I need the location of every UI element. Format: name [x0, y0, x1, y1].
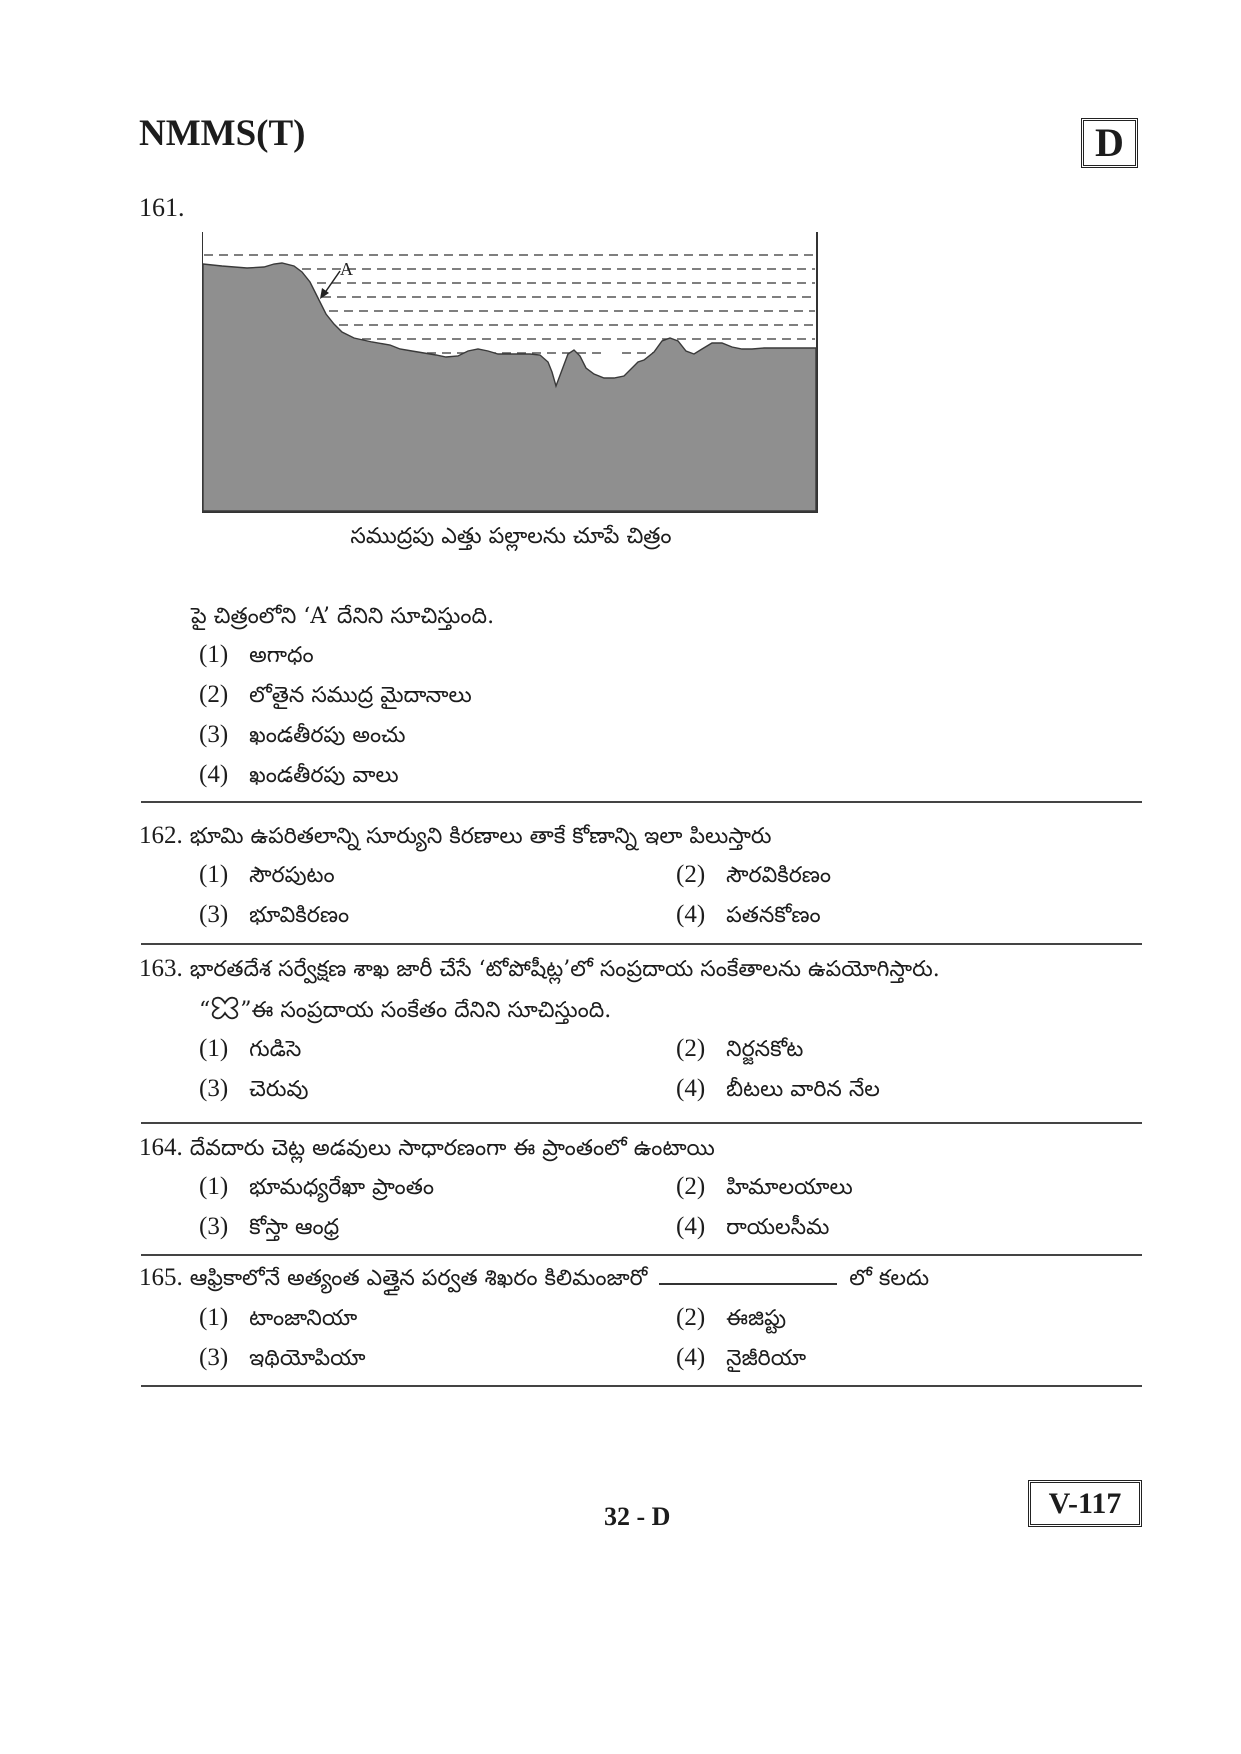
q165-option-4[interactable]	[676, 1344, 806, 1376]
question-162-stem	[139, 822, 772, 854]
question-number-165: 165.	[139, 1264, 183, 1291]
question-161-stem: పై చిత్రంలోని ‘A’ దేనిని సూచిస్తుంది.	[191, 604, 495, 629]
option-text: ఈజిప్టు	[726, 1306, 787, 1331]
ocean-floor-relief-figure	[202, 228, 818, 514]
option-text: నిర్జనకోట	[726, 1037, 804, 1062]
option-number: (3)	[199, 1344, 229, 1371]
option-number: (1)	[199, 861, 229, 888]
option-text: లోతైన సముద్ర మైదానాలు	[249, 683, 472, 708]
open-quote: “	[199, 998, 211, 1023]
option-number: (2)	[676, 1035, 706, 1062]
option-number: (3)	[199, 1075, 229, 1102]
divider	[141, 801, 1142, 803]
option-text: టాంజానియా	[249, 1306, 358, 1331]
booklet-code-box	[1028, 1480, 1142, 1527]
divider	[141, 1122, 1142, 1124]
q163-option-1[interactable]	[199, 1035, 301, 1067]
option-number: (4)	[676, 1075, 706, 1102]
figure-caption: సముద్రపు ఎత్తు పల్లాలను చూపే చిత్రం	[350, 524, 672, 549]
question-number-161: 161.	[139, 193, 185, 222]
q161-option-4[interactable]	[199, 761, 399, 793]
divider	[141, 1385, 1142, 1387]
set-code-box	[1081, 118, 1138, 168]
q164-option-4[interactable]	[676, 1213, 829, 1245]
q161-option-2[interactable]	[199, 681, 472, 713]
stem-text: దేవదారు చెట్ల అడవులు సాధారణంగా ఈ ప్రాంతంలో ఉంటాయి	[189, 1136, 715, 1161]
option-number: (4)	[676, 1213, 706, 1240]
option-text: రాయలసీమ	[726, 1215, 830, 1240]
q165-option-3[interactable]	[199, 1344, 366, 1376]
q165-option-2[interactable]	[676, 1304, 786, 1336]
divider	[141, 943, 1142, 945]
option-text: బీటలు వారిన నేల	[726, 1077, 880, 1102]
option-text: గుడిసె	[249, 1037, 302, 1062]
option-text: భూమధ్యరేఖా ప్రాంతం	[249, 1175, 434, 1200]
booklet-code: V-117	[1048, 1486, 1122, 1520]
page-number: 32 - D	[604, 1502, 671, 1531]
close-quote: ”	[240, 998, 252, 1023]
option-text: అగాధం	[249, 643, 314, 668]
option-text: భూవికిరణం	[249, 903, 350, 928]
q163-option-3[interactable]	[199, 1075, 308, 1107]
question-165-stem	[139, 1264, 929, 1296]
option-text: నైజీరియా	[726, 1346, 807, 1371]
question-164-stem	[139, 1134, 715, 1166]
option-number: (3)	[199, 901, 229, 928]
option-text: సౌరవికిరణం	[726, 863, 832, 888]
stem-text: ఆఫ్రికాలోనే అత్యంత ఎత్తైన పర్వత శిఖరం కిలిమంజారో	[189, 1266, 648, 1291]
option-text: ఖండతీరపు అంచు	[249, 723, 406, 748]
q163-option-2[interactable]	[676, 1035, 803, 1067]
question-163-stem	[139, 955, 940, 987]
q161-option-3[interactable]	[199, 721, 405, 753]
question-number-163: 163.	[139, 955, 183, 982]
option-number: (4)	[199, 761, 229, 788]
q164-option-2[interactable]	[676, 1173, 853, 1205]
stem-text: భారతదేశ సర్వేక్షణ శాఖ జారీ చేసే ‘టోపోషీట్ల’లో సంప్రదాయ సంకేతాలను ఉపయోగిస్తారు.	[189, 957, 940, 982]
sea-floor-shape	[203, 263, 816, 511]
q162-option-2[interactable]	[676, 861, 831, 893]
question-163-stem-2	[199, 995, 611, 1028]
map-symbol-icon	[210, 995, 240, 1021]
option-number: (2)	[199, 681, 229, 708]
option-text: ఇథియోపియా	[249, 1346, 366, 1371]
option-number: (1)	[199, 641, 229, 668]
option-text: కోస్తా ఆంధ్ర	[249, 1215, 340, 1240]
option-text: చెరువు	[249, 1077, 309, 1102]
q162-option-1[interactable]	[199, 861, 335, 893]
option-number: (1)	[199, 1035, 229, 1062]
option-number: (2)	[676, 861, 706, 888]
q163-option-4[interactable]	[676, 1075, 880, 1107]
stem-text-after: లో కలదు	[849, 1266, 930, 1291]
q161-option-1[interactable]	[199, 641, 314, 673]
set-code: D	[1095, 120, 1124, 165]
q165-option-1[interactable]	[199, 1304, 357, 1336]
q164-option-1[interactable]	[199, 1173, 434, 1205]
q162-option-3[interactable]	[199, 901, 349, 933]
option-number: (2)	[676, 1304, 706, 1331]
q162-option-4[interactable]	[676, 901, 821, 933]
option-number: (4)	[676, 1344, 706, 1371]
answer-blank	[659, 1267, 837, 1285]
option-number: (3)	[199, 721, 229, 748]
option-number: (1)	[199, 1304, 229, 1331]
option-number: (3)	[199, 1213, 229, 1240]
option-text: పతనకోణం	[726, 903, 821, 928]
stem-text: భూమి ఉపరితలాన్ని సూర్యుని కిరణాలు తాకే కోణాన్ని ఇలా పిలుస్తారు	[189, 824, 772, 849]
option-text: ఖండతీరపు వాలు	[249, 763, 399, 788]
figure-label-a: A	[340, 259, 353, 279]
option-number: (4)	[676, 901, 706, 928]
stem-text: ఈ సంప్రదాయ సంకేతం దేనిని సూచిస్తుంది.	[251, 998, 612, 1023]
question-number-164: 164.	[139, 1134, 183, 1161]
option-number: (1)	[199, 1173, 229, 1200]
question-number-162: 162.	[139, 822, 183, 849]
option-number: (2)	[676, 1173, 706, 1200]
option-text: సౌరపుటం	[249, 863, 335, 888]
option-text: హిమాలయాలు	[726, 1175, 853, 1200]
divider	[141, 1254, 1142, 1256]
exam-code: NMMS(T)	[139, 113, 306, 154]
q164-option-3[interactable]	[199, 1213, 339, 1245]
